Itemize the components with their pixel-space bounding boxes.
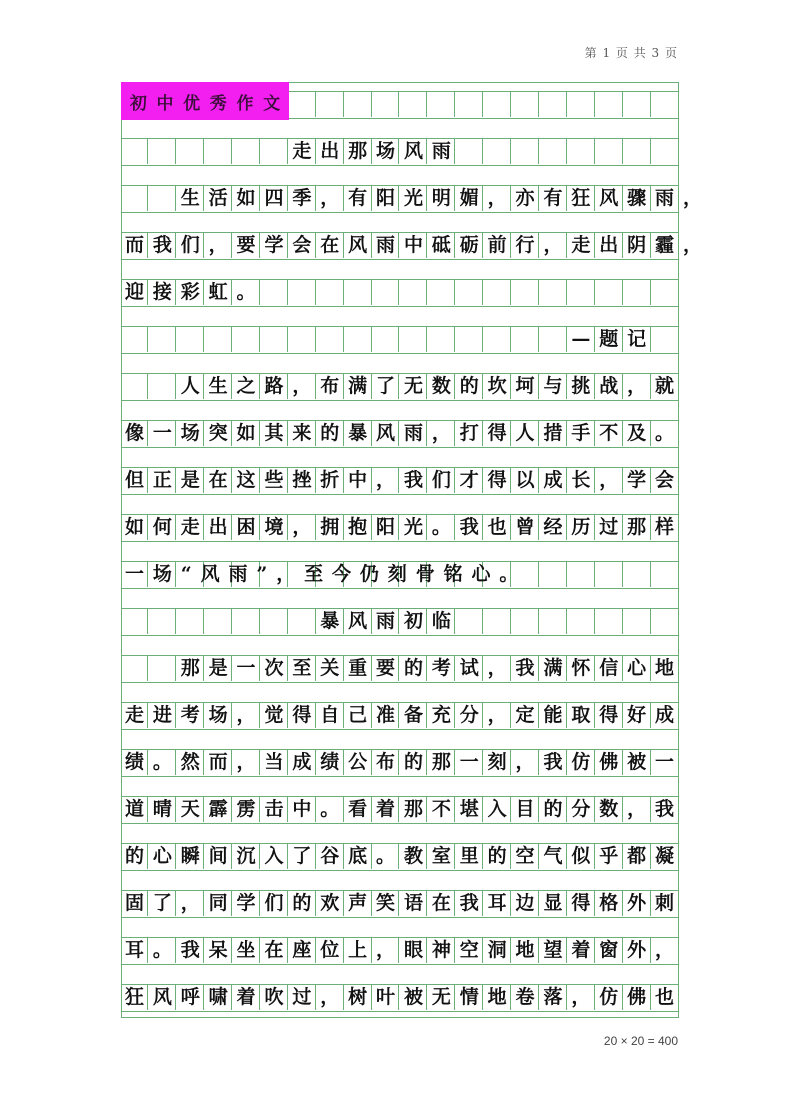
grid-row xyxy=(121,138,683,166)
grid-row-text: 生活如四季，有阳光明媚，亦有狂风骤雨， xyxy=(124,186,711,209)
grid-row-text: 的心瞬间沉入了谷底。教室里的空气似乎都凝 xyxy=(124,844,683,867)
grid-row-text: 那是一次至关重要的考试，我满怀信心地 xyxy=(124,656,683,679)
grid-row xyxy=(121,326,683,354)
grid-row-text: 而我们，要学会在风雨中砥砺前行，走出阴霾， xyxy=(124,233,711,256)
grid-row xyxy=(121,796,683,824)
grid-row xyxy=(121,655,683,683)
grid-row-text: 走进考场，觉得自己准备充分，定能取得好成 xyxy=(124,703,683,726)
grid-row-text: 暴风雨初临 xyxy=(124,609,683,632)
grid-row-text: 固了，同学们的欢声笑语在我耳边显得格外刺 xyxy=(124,891,683,914)
grid-row xyxy=(121,232,711,260)
grid-row xyxy=(121,843,683,871)
grid-row-text: 耳。我呆坐在座位上，眼神空洞地望着窗外， xyxy=(124,938,683,961)
grid-row-text: —题记 xyxy=(124,327,683,350)
grid-row xyxy=(121,561,679,589)
title-char: 作 xyxy=(236,93,254,114)
grid-row xyxy=(121,373,683,401)
grid-count-label: 20 × 20 = 400 xyxy=(603,1034,678,1048)
grid-row xyxy=(121,420,683,448)
grid-row-text: 一场“风雨”，至今仍刻骨铭心。 xyxy=(124,562,658,585)
composition-grid-sheet xyxy=(121,82,711,1018)
category-title-banner xyxy=(121,82,289,120)
grid-row xyxy=(121,279,679,307)
grid-row xyxy=(121,702,683,730)
title-char: 文 xyxy=(263,93,281,114)
grid-row-text: 迎接彩虹。 xyxy=(124,280,674,303)
grid-row-text: 绩。然而，当成绩公布的那一刻，我仿佛被一 xyxy=(124,750,683,773)
grid-row xyxy=(121,984,683,1012)
title-char: 初 xyxy=(129,93,147,114)
grid-row-text: 狂风呼啸着吹过，树叶被无情地卷落，仿佛也 xyxy=(124,985,683,1008)
grid-row-text: 像一场突如其来的暴风雨，打得人措手不及。 xyxy=(124,421,683,444)
grid-row xyxy=(121,514,683,542)
grid-row xyxy=(121,467,683,495)
grid-row xyxy=(121,749,683,777)
grid-row-text: 人生之路，布满了无数的坎坷与挑战，就 xyxy=(124,374,683,397)
grid-row xyxy=(121,608,683,636)
grid-row xyxy=(121,185,711,213)
title-char: 秀 xyxy=(209,93,227,114)
title-char: 优 xyxy=(183,93,201,114)
grid-row xyxy=(121,937,683,965)
grid-row-text: 道晴天霹雳击中。看着那不堪入目的分数，我 xyxy=(124,797,683,820)
grid-row xyxy=(121,890,683,918)
grid-row-text: 但正是在这些挫折中，我们才得以成长，学会 xyxy=(124,468,683,491)
title-char: 中 xyxy=(156,93,174,114)
page-indicator: 第 1 页 共 3 页 xyxy=(584,46,678,60)
grid-row-text: 如何走出困境，拥抱阳光。我也曾经历过那样 xyxy=(124,515,683,538)
grid-row-text: 走出那场风雨 xyxy=(124,139,683,162)
